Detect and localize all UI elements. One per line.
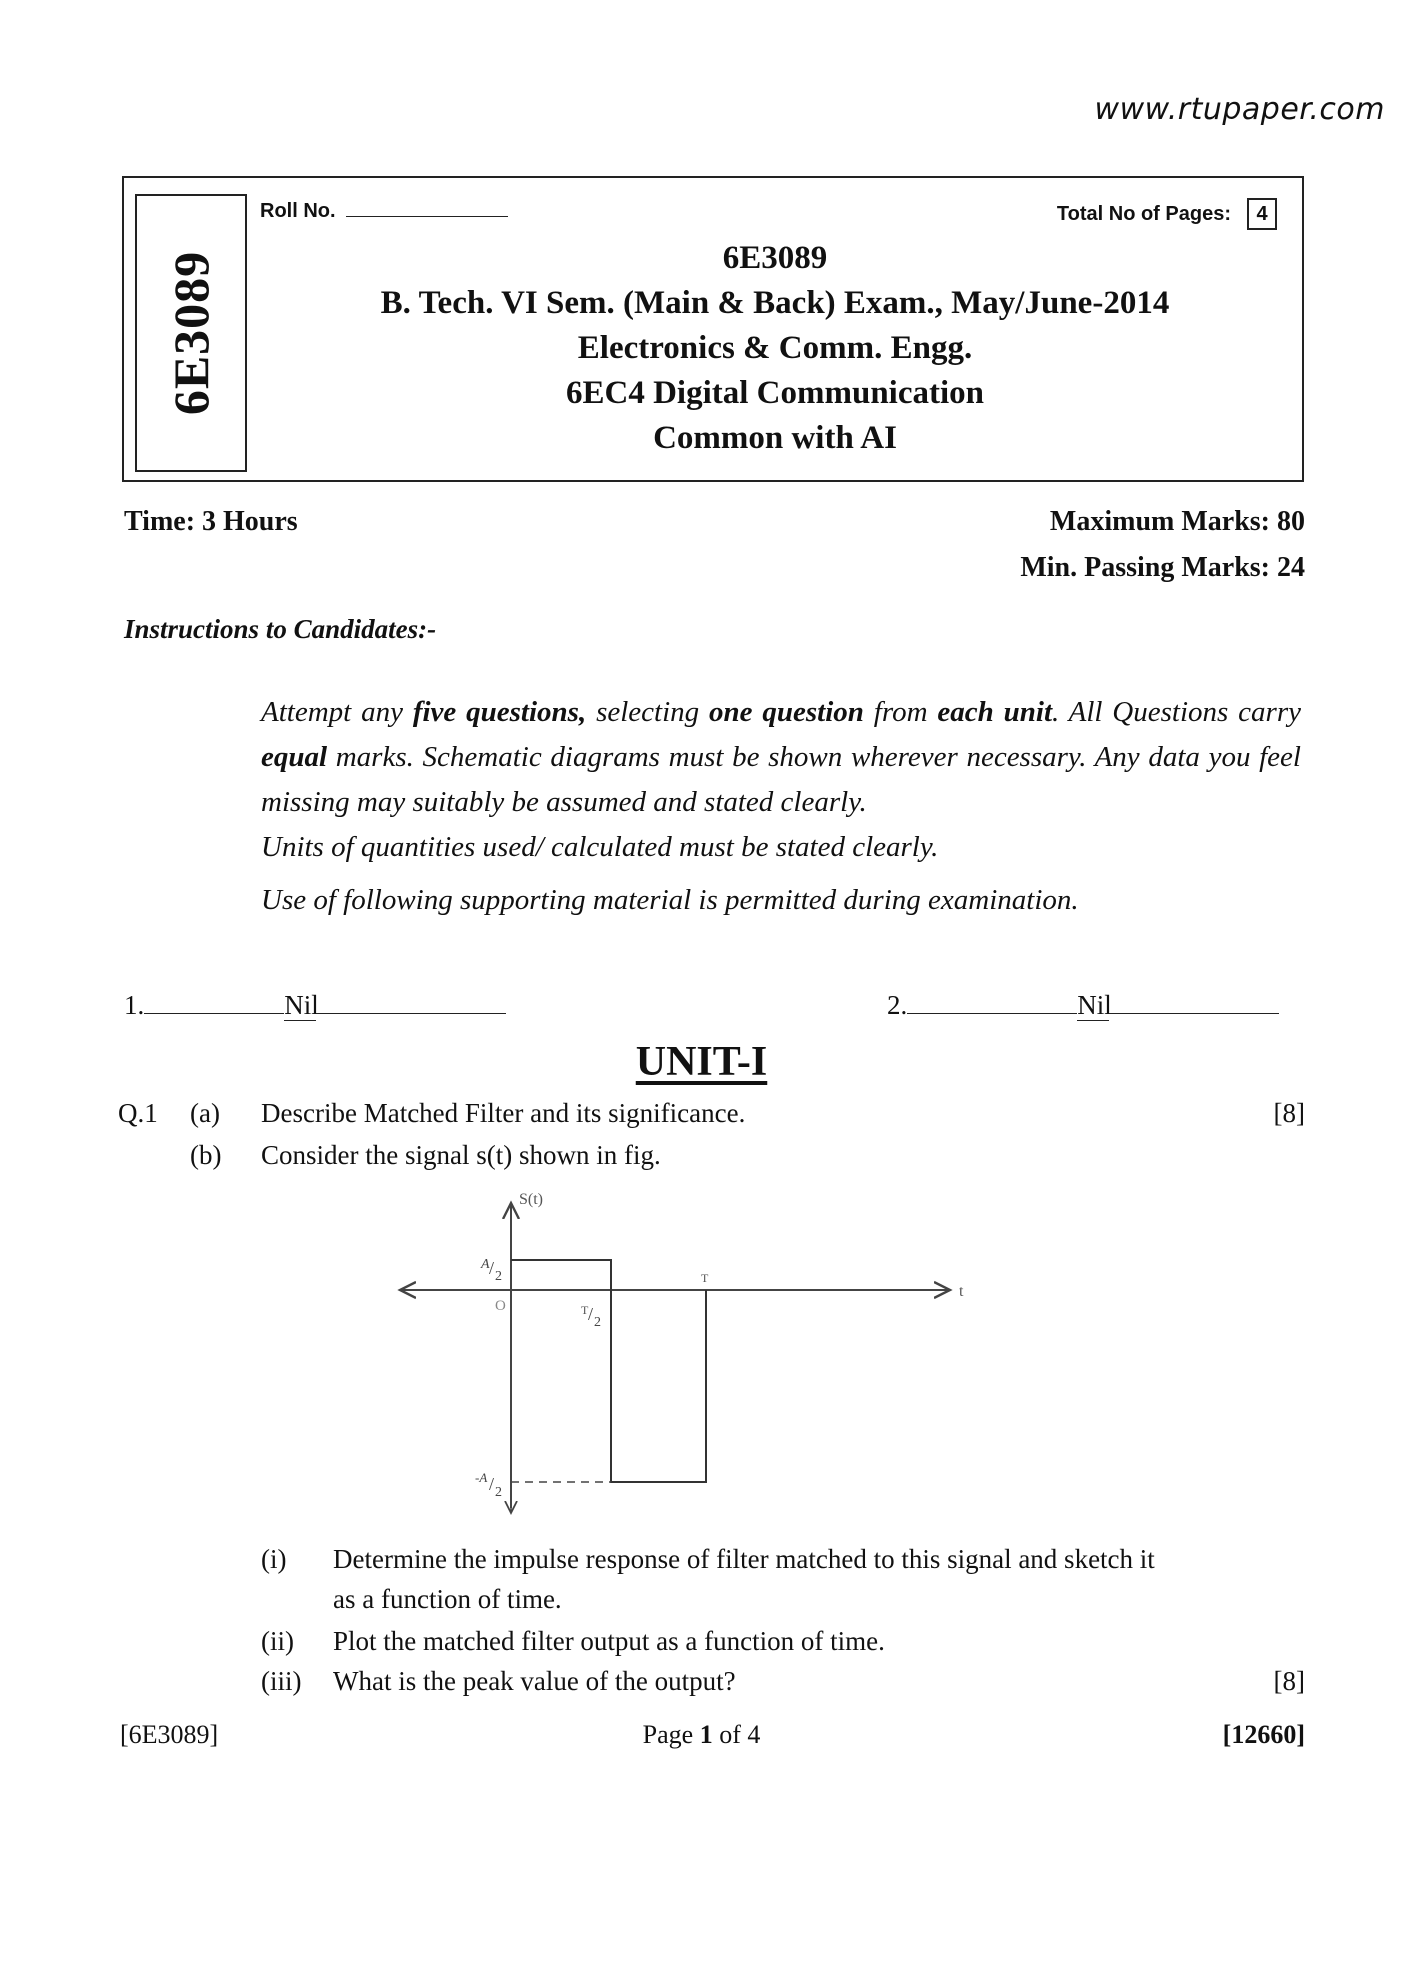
instruction-para-1: Attempt any five questions, selecting one question from each unit. All Questions carry equal marks. Schematic diagrams must be shown wherever necessary. Any data you feel missing may suitably be assumed and stated clearly. xyxy=(261,696,1301,818)
roll-number-blank xyxy=(346,198,508,217)
total-pages-label: Total No of Pages: xyxy=(1056,202,1231,225)
paper-code-box xyxy=(135,194,247,472)
exam-titles xyxy=(250,236,1300,461)
unit-title: UNIT-I xyxy=(635,1039,768,1085)
sub-item-ii-label: (ii) xyxy=(261,1626,294,1656)
period-label: T xyxy=(701,1271,709,1285)
half-period-num: T xyxy=(581,1303,589,1317)
sub-item-i-text: Determine the impulse response of filter matched to this signal and sketch it xyxy=(333,1544,1155,1574)
instruction-para-3: Use of following supporting material is permitted during examination. xyxy=(261,884,1079,916)
footer-serial: [12660] xyxy=(1222,1720,1305,1749)
sub-item-i-label: (i) xyxy=(261,1544,287,1574)
total-pages-value: 4 xyxy=(1247,198,1277,230)
min-passing-marks: Min. Passing Marks: 24 xyxy=(1020,552,1305,583)
part-b-text: Consider the signal s(t) shown in fig. xyxy=(261,1140,661,1170)
material-2-value: Nil xyxy=(1077,990,1112,1020)
instructions-heading: Instructions to Candidates:- xyxy=(124,614,437,644)
material-2 xyxy=(887,990,1279,1021)
title-paper-code: 6E3089 xyxy=(722,240,828,276)
watermark-url: www.rtupaper.com xyxy=(1094,92,1385,127)
part-a-text: Describe Matched Filter and its significance. xyxy=(261,1098,746,1128)
half-period-den: 2 xyxy=(594,1315,601,1330)
material-1-value: Nil xyxy=(284,990,319,1020)
neg-level-slash: / xyxy=(489,1474,495,1494)
maximum-marks: Maximum Marks: 80 xyxy=(1049,506,1305,537)
part-a-label: (a) xyxy=(190,1098,220,1128)
total-pages xyxy=(1057,198,1277,230)
material-1 xyxy=(124,990,506,1021)
sub-item-iii-text: What is the peak value of the output? xyxy=(333,1666,736,1696)
title-subject: 6EC4 Digital Communication xyxy=(565,375,984,411)
part-b-label: (b) xyxy=(190,1140,222,1170)
pos-level-slash: / xyxy=(489,1258,495,1278)
pos-level-num: A xyxy=(481,1257,490,1272)
signal-figure xyxy=(385,1178,985,1518)
signal-negative-half xyxy=(611,1290,706,1482)
signal-positive-half xyxy=(511,1260,611,1290)
instruction-para-2: Units of quantities used/ calculated must be stated clearly. xyxy=(261,831,939,863)
footer-paper-code: [6E3089] xyxy=(120,1720,219,1749)
part-b-marks: [8] xyxy=(1273,1666,1305,1696)
title-common: Common with AI xyxy=(653,420,897,456)
material-2-num: 2. xyxy=(887,990,908,1020)
title-branch: Electronics & Comm. Engg. xyxy=(577,330,973,366)
material-1-num: 1. xyxy=(124,990,145,1020)
instructions-body xyxy=(261,690,1301,923)
y-axis-label: S(t) xyxy=(519,1191,543,1208)
origin-label: O xyxy=(495,1298,506,1314)
roll-label: Roll No. xyxy=(260,200,336,222)
x-axis-label: t xyxy=(959,1283,964,1300)
neg-level-num: -A xyxy=(475,1470,488,1485)
pos-level-den: 2 xyxy=(495,1269,502,1284)
time-allowed: Time: 3 Hours xyxy=(124,506,298,537)
sub-item-i-cont: as a function of time. xyxy=(333,1584,562,1614)
neg-level-den: 2 xyxy=(495,1485,502,1500)
paper-code-vertical: 6E3089 xyxy=(163,250,220,416)
footer-page-number: Page 1 of 4 xyxy=(642,1720,761,1749)
sub-item-ii-text: Plot the matched filter output as a function of time. xyxy=(333,1626,885,1656)
part-a-marks: [8] xyxy=(1273,1098,1305,1128)
half-period-slash: / xyxy=(588,1304,594,1324)
sub-item-iii-label: (iii) xyxy=(261,1666,302,1696)
title-exam: B. Tech. VI Sem. (Main & Back) Exam., May/June-2014 xyxy=(380,285,1170,321)
roll-number-field xyxy=(260,198,508,223)
question-number: Q.1 xyxy=(118,1098,158,1128)
